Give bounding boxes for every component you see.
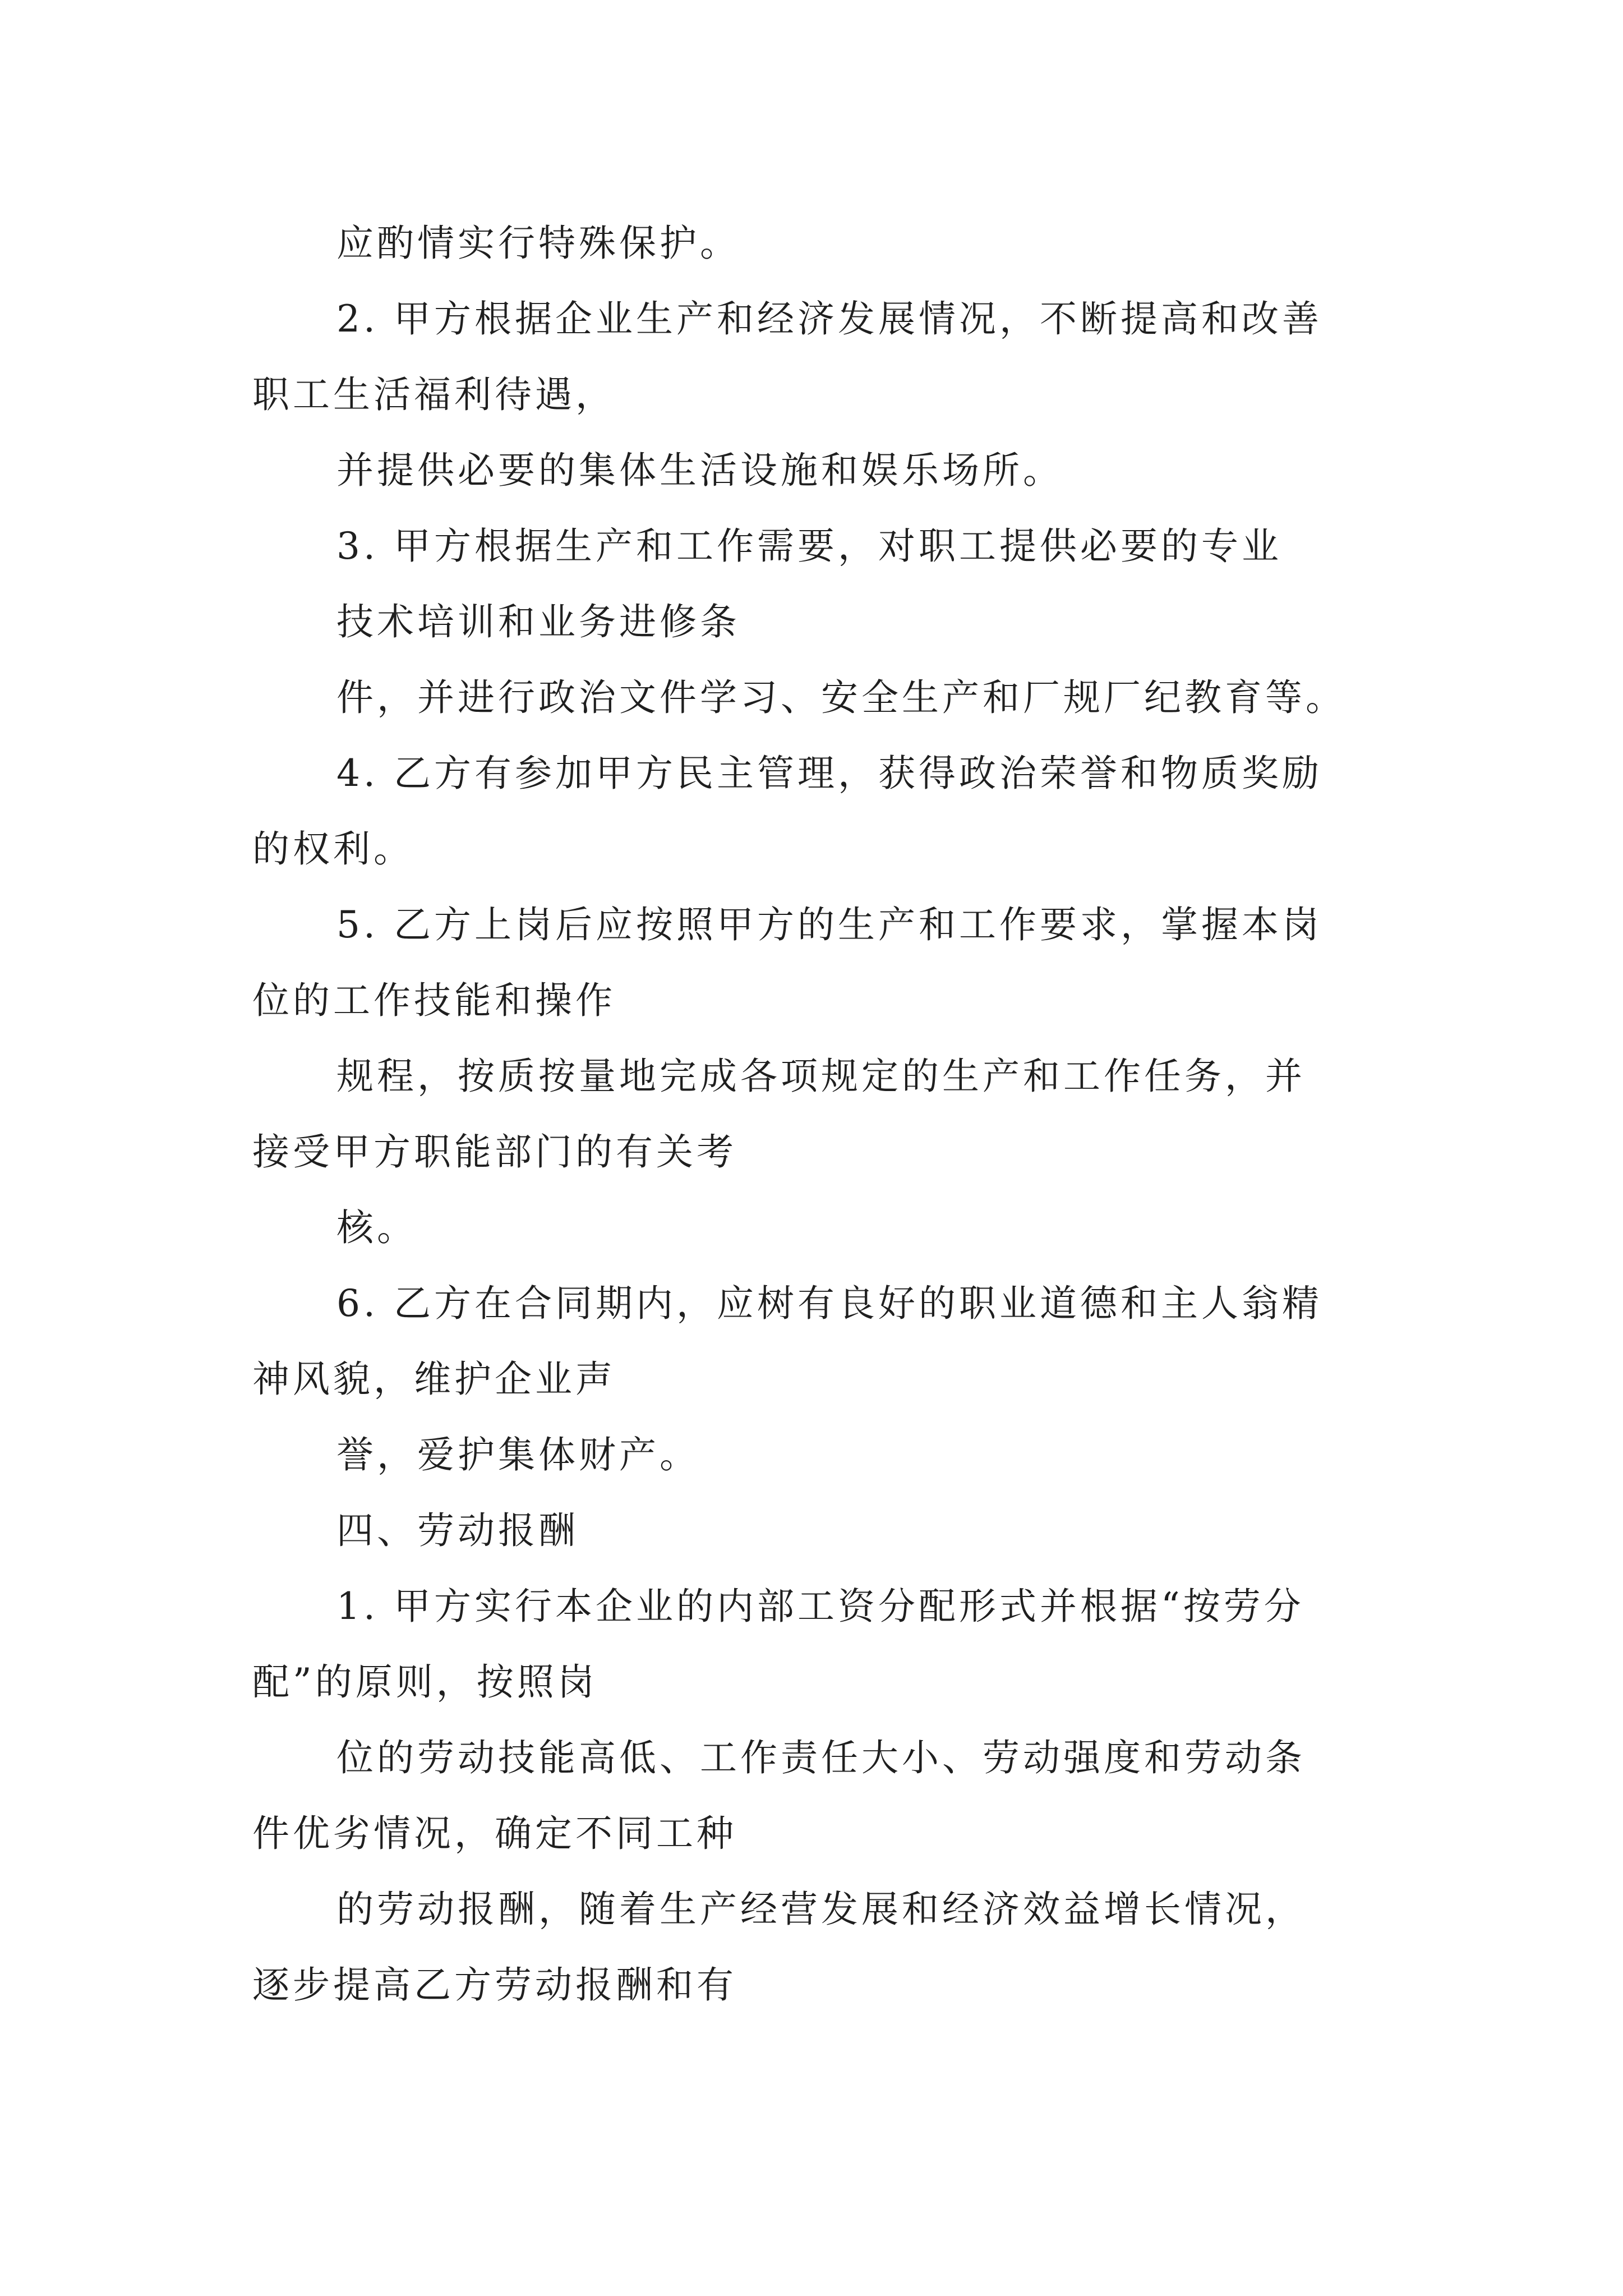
section-heading: 四、劳动报酬	[336, 1509, 579, 1552]
text-line: 配”的原则，按照岗	[252, 1660, 598, 1704]
text-line: 逐步提高乙方劳动报酬和有	[252, 1963, 737, 2007]
text-line: 核。	[336, 1206, 417, 1249]
text-line: 1. 甲方实行本企业的内部工资分配形式并根据“按劳分	[336, 1585, 1304, 1628]
text-line: 神风貌，维护企业声	[252, 1358, 616, 1401]
text-line: 应酌情实行特殊保护。	[336, 222, 740, 265]
text-line: 位的工作技能和操作	[252, 979, 616, 1022]
text-line: 位的劳动技能高低、工作责任大小、劳动强度和劳动条	[336, 1736, 1306, 1779]
text-line: 接受甲方职能部门的有关考	[252, 1130, 737, 1174]
text-line: 规程，按质按量地完成各项规定的生产和工作任务，并	[336, 1055, 1306, 1098]
text-line: 4. 乙方有参加甲方民主管理，获得政治荣誉和物质奖励	[336, 752, 1322, 795]
text-line: 5. 乙方上岗后应按照甲方的生产和工作要求，掌握本岗	[336, 903, 1322, 946]
text-line: 3. 甲方根据生产和工作需要，对职工提供必要的专业	[336, 524, 1282, 568]
text-line: 并提供必要的集体生活设施和娱乐场所。	[336, 449, 1063, 492]
text-line: 的劳动报酬，随着生产经营发展和经济效益增长情况，	[336, 1888, 1306, 1931]
text-line: 件，并进行政治文件学习、安全生产和厂规厂纪教育等。	[336, 676, 1346, 719]
text-line: 职工生活福利待遇，	[252, 373, 616, 416]
text-line: 2. 甲方根据企业生产和经济发展情况，不断提高和改善	[336, 297, 1322, 341]
text-line: 的权利。	[252, 827, 414, 871]
text-line: 技术培训和业务进修条	[336, 600, 740, 643]
text-line: 6. 乙方在合同期内，应树有良好的职业道德和主人翁精	[336, 1282, 1322, 1325]
text-line: 件优劣情况，确定不同工种	[252, 1812, 737, 1855]
text-line: 誉，爱护集体财产。	[336, 1433, 700, 1476]
